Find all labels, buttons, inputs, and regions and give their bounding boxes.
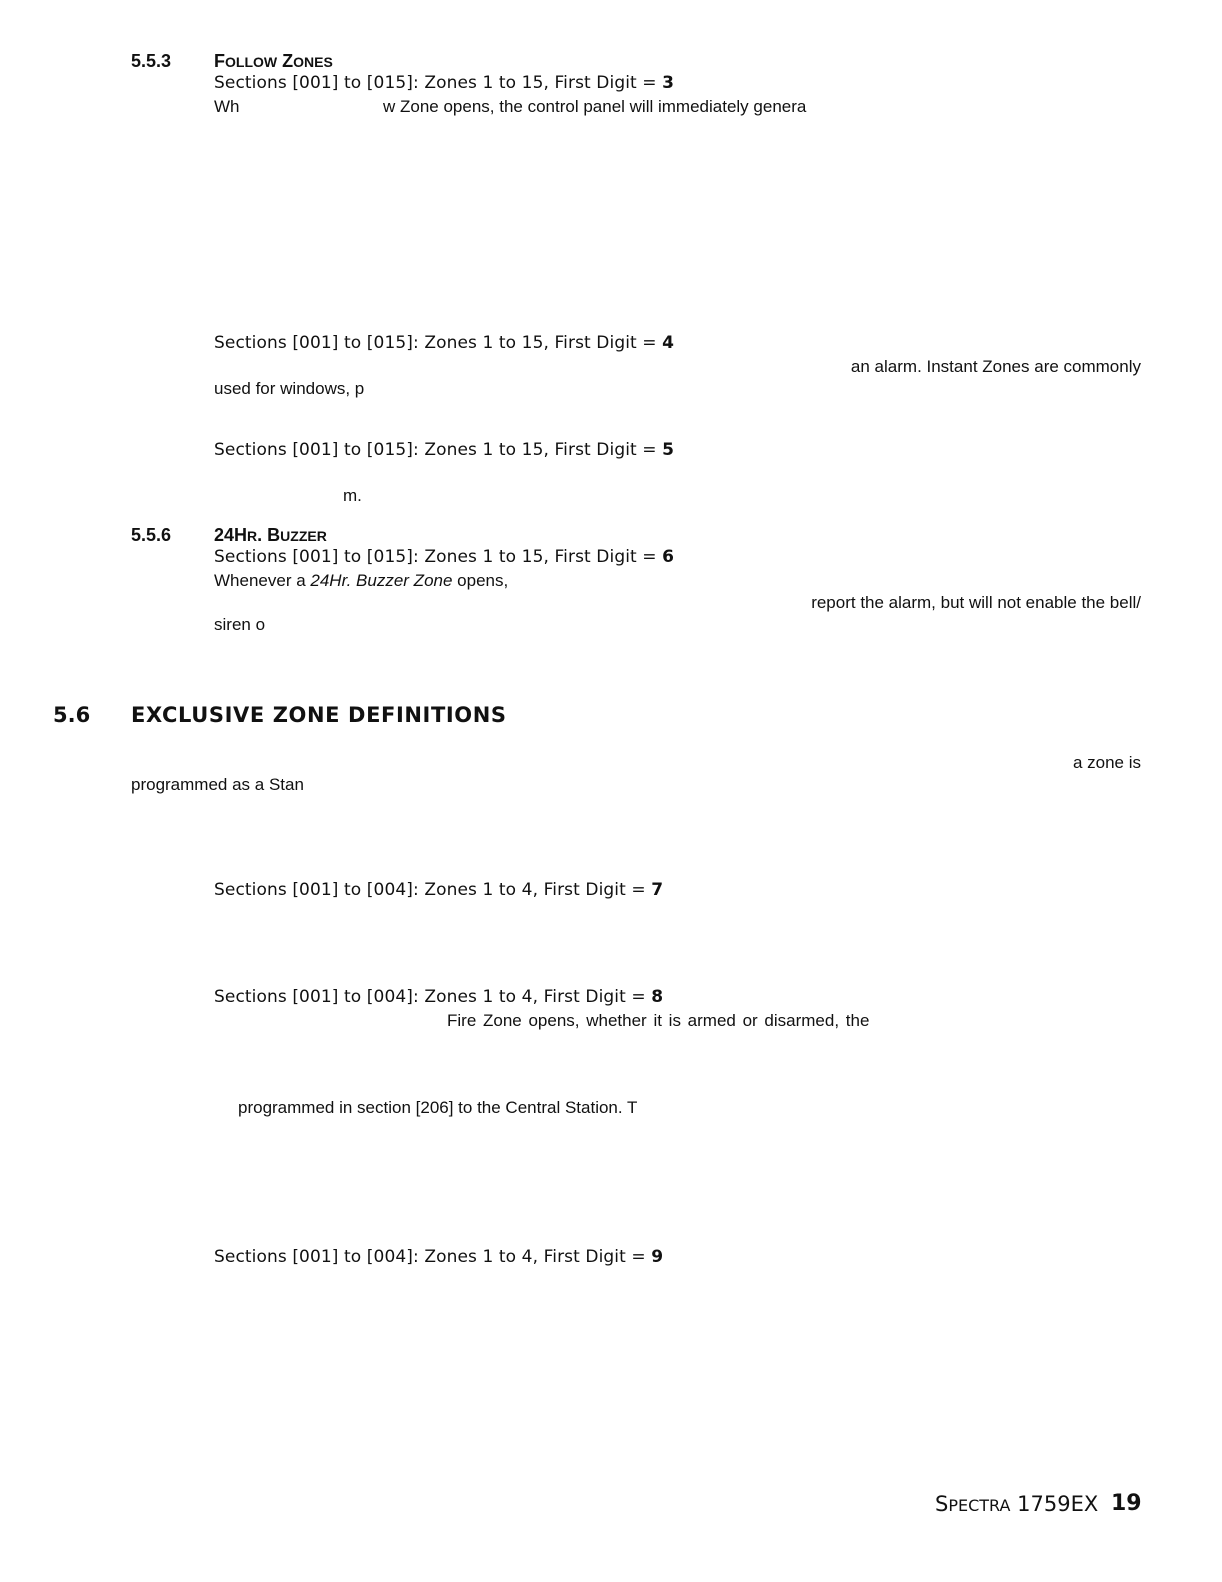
section-title-24hr-buzzer — [214, 525, 327, 546]
sections-text: Sections [001] to [015]: Zones 1 to 15, First Digit = — [214, 333, 663, 353]
first-digit: 7 — [651, 880, 664, 900]
sections-line-561 — [214, 880, 663, 900]
text-part: Whenever a — [214, 571, 311, 590]
first-digit: 8 — [651, 987, 664, 1007]
title-part: ONES — [293, 54, 333, 70]
footer-product-name — [935, 1492, 1098, 1516]
first-digit: 6 — [662, 547, 675, 567]
body-text-556c: siren o — [214, 615, 266, 634]
body-text-562b: programmed in section [206] to the Central Station. T — [238, 1098, 638, 1117]
title-part: . B — [257, 525, 281, 545]
title-part: 24H — [214, 525, 248, 545]
sections-text: Sections [001] to [004]: Zones 1 to 4, First Digit = — [214, 880, 652, 900]
title-part: F — [214, 51, 225, 71]
title-part: Z — [282, 51, 294, 71]
text-emphasis: 24Hr. Buzzer Zone — [310, 571, 453, 590]
first-digit: 4 — [662, 333, 675, 353]
body-text-554b: used for windows, p — [214, 379, 365, 398]
sections-line-563 — [214, 1247, 663, 1267]
section-number-556: 5.5.6 — [131, 525, 172, 545]
body-text-56b: programmed as a Stan — [131, 775, 304, 794]
sections-text: Sections [001] to [015]: Zones 1 to 15, First Digit = — [214, 440, 663, 460]
brand-part: PECTRA — [948, 1496, 1011, 1515]
first-digit: 9 — [651, 1247, 664, 1267]
body-text-56a: a zone is — [1072, 753, 1141, 772]
sections-line-554 — [214, 333, 674, 353]
body-text-556b: report the alarm, but will not enable the bell/ — [811, 593, 1141, 612]
body-text-553a: Wh — [214, 97, 240, 116]
title-part: R — [247, 528, 258, 544]
sections-line-553 — [214, 73, 674, 93]
brand-part: S — [935, 1492, 949, 1516]
sections-text: Sections [001] to [015]: Zones 1 to 15, First Digit = — [214, 547, 663, 567]
sections-text: Sections [001] to [015]: Zones 1 to 15, First Digit = — [214, 73, 663, 93]
major-section-number: 5.6 — [53, 703, 91, 727]
section-number-553: 5.5.3 — [131, 51, 172, 71]
first-digit: 5 — [662, 440, 675, 460]
sections-line-555 — [214, 440, 674, 460]
first-digit: 3 — [662, 73, 675, 93]
title-part: UZZER — [280, 528, 327, 544]
sections-text: Sections [001] to [004]: Zones 1 to 4, First Digit = — [214, 1247, 652, 1267]
body-text-554a: an alarm. Instant Zones are commonly — [850, 357, 1141, 376]
sections-line-562 — [214, 987, 663, 1007]
title-part: OLLOW — [225, 54, 278, 70]
page-number: 19 — [1111, 1491, 1142, 1516]
body-text-562a: Fire Zone opens, whether it is armed or disarmed, the — [447, 1011, 870, 1030]
sections-text: Sections [001] to [004]: Zones 1 to 4, First Digit = — [214, 987, 652, 1007]
text-part: opens, — [452, 571, 509, 590]
section-title-follow-zones — [214, 51, 333, 72]
major-section-title: EXCLUSIVE ZONE DEFINITIONS — [131, 703, 507, 727]
body-text-556a — [214, 571, 508, 591]
body-text-553b: w Zone opens, the control panel will immediately genera — [383, 97, 807, 116]
model-number: 1759EX — [1010, 1492, 1099, 1516]
body-text-555: m. — [343, 486, 362, 505]
sections-line-556 — [214, 547, 674, 567]
